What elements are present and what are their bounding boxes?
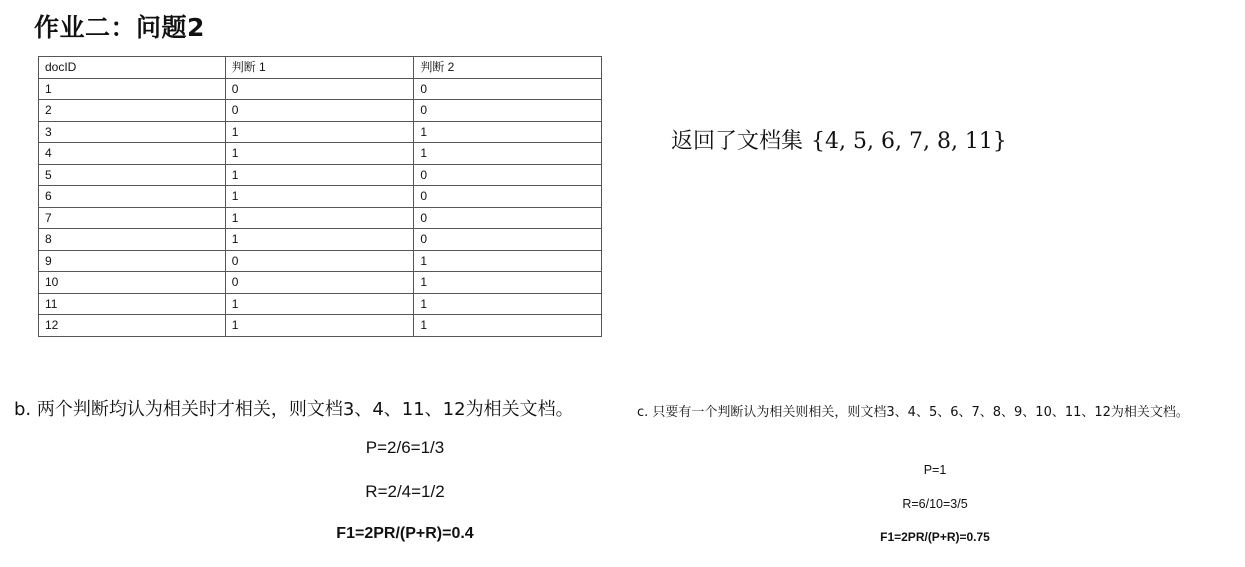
table-row — [39, 143, 602, 165]
cell-docid: 10 — [39, 272, 226, 294]
cell-judgment-1: 1 — [225, 315, 414, 337]
judgment-table — [38, 56, 602, 337]
part-c-precision: P=1 — [923, 463, 947, 477]
cell-docid: 5 — [39, 164, 226, 186]
cell-docid: 8 — [39, 229, 226, 251]
cell-judgment-2: 1 — [414, 143, 602, 165]
cell-judgment-1: 1 — [225, 293, 414, 315]
cell-docid: 2 — [39, 100, 226, 122]
cell-judgment-2: 0 — [414, 186, 602, 208]
table-row — [39, 293, 602, 315]
returned-document-set: {4, 5, 6, 7, 8, 11} — [811, 129, 1007, 154]
table-row — [39, 229, 602, 251]
cell-docid: 9 — [39, 250, 226, 272]
cell-docid: 3 — [39, 121, 226, 143]
cell-judgment-1: 1 — [225, 143, 414, 165]
part-c-statement: c. 只要有一个判断认为相关则相关，则文档3、4、5、6、7、8、9、10、11、12为相关文档。 — [637, 405, 1189, 420]
header-judgment-2: 判断 2 — [414, 57, 602, 79]
cell-judgment-2: 0 — [414, 207, 602, 229]
table-row — [39, 186, 602, 208]
part-c-f1: F1=2PR/(P+R)=0.75 — [880, 530, 990, 544]
cell-judgment-2: 0 — [414, 78, 602, 100]
cell-judgment-1: 0 — [225, 78, 414, 100]
returned-set-statement — [671, 124, 1007, 155]
cell-judgment-2: 1 — [414, 250, 602, 272]
cell-judgment-2: 1 — [414, 121, 602, 143]
cell-judgment-2: 0 — [414, 229, 602, 251]
table-row — [39, 164, 602, 186]
cell-judgment-2: 1 — [414, 315, 602, 337]
part-b-statement: b. 两个判断均认为相关时才相关，则文档3、4、11、12为相关文档。 — [14, 399, 574, 420]
part-c-recall: R=6/10=3/5 — [902, 497, 968, 511]
cell-judgment-2: 0 — [414, 100, 602, 122]
table-row — [39, 315, 602, 337]
cell-judgment-1: 0 — [225, 100, 414, 122]
cell-judgment-1: 1 — [225, 229, 414, 251]
part-b-recall: R=2/4=1/2 — [365, 482, 445, 501]
table-row — [39, 272, 602, 294]
table-row — [39, 250, 602, 272]
part-b-precision: P=2/6=1/3 — [365, 438, 445, 457]
cell-judgment-2: 0 — [414, 164, 602, 186]
table-row — [39, 207, 602, 229]
header-docid: docID — [39, 57, 226, 79]
page-title: 作业二：问题2 — [34, 13, 205, 42]
cell-docid: 12 — [39, 315, 226, 337]
cell-docid: 7 — [39, 207, 226, 229]
cell-judgment-1: 0 — [225, 272, 414, 294]
cell-docid: 6 — [39, 186, 226, 208]
cell-judgment-1: 1 — [225, 121, 414, 143]
cell-judgment-2: 1 — [414, 272, 602, 294]
returned-label: 返回了文档集 — [671, 129, 804, 154]
cell-judgment-1: 0 — [225, 250, 414, 272]
table-header-row — [39, 57, 602, 79]
table-row — [39, 100, 602, 122]
cell-judgment-1: 1 — [225, 207, 414, 229]
cell-docid: 1 — [39, 78, 226, 100]
table-row — [39, 121, 602, 143]
header-judgment-1: 判断 1 — [225, 57, 414, 79]
cell-docid: 11 — [39, 293, 226, 315]
table-row — [39, 78, 602, 100]
cell-judgment-1: 1 — [225, 186, 414, 208]
part-b-f1: F1=2PR/(P+R)=0.4 — [336, 525, 474, 542]
cell-judgment-2: 1 — [414, 293, 602, 315]
cell-judgment-1: 1 — [225, 164, 414, 186]
cell-docid: 4 — [39, 143, 226, 165]
